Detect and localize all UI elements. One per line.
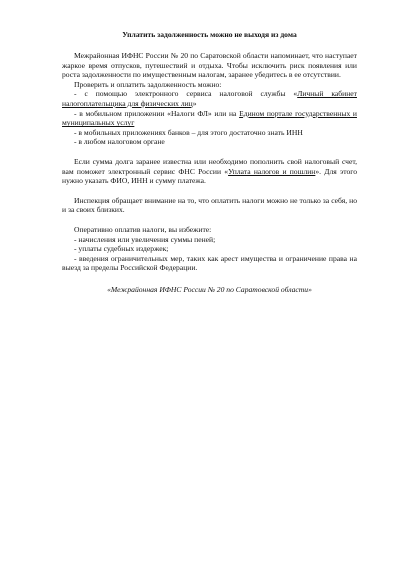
list-item-banks: - в мобильных приложениях банков – для этого достаточно знать ИНН (74, 127, 303, 137)
signature: «Межрайонная ИФНС России № 20 по Саратовской области» (107, 284, 312, 294)
avoid-item-court: - уплаты судебных издержек; (74, 244, 169, 254)
list-item-office: - в любом налоговом органе (74, 137, 165, 147)
link-personal-cabinet[interactable]: Личный кабинет налогоплательщика для физических лиц (62, 89, 357, 108)
avoid-item-restrictions: - введения ограничительных мер, таких как арест имущества и ограничение права на выезд за пределы Российской Федерации. (62, 253, 357, 273)
list-item-cabinet: - с помощью электронного сервиса налоговой службы «Личный кабинет налогоплательщика для физических лиц» (62, 89, 357, 108)
document-title: Уплатить задолженность можно не выходя из дома (122, 30, 297, 39)
relatives-paragraph: Инспекция обращает внимание на то, что оплатить налоги можно не только за себя, но и за своих близких. (62, 195, 357, 215)
list-item-mobile: - в мобильном приложении «Налоги ФЛ» или на Едином портале государственных и муниципальных услуг (62, 108, 357, 128)
intro-paragraph: Межрайонная ИФНС России № 20 по Саратовской области напоминает, что наступает жаркое время отпусков, путешествий и отдыха. Чтобы исключить риск появления или роста задолженности по имущественным налогам, заранее убедитесь в ее отсутствии. (62, 51, 357, 80)
avoid-item-penalties: - начисления или увеличения суммы пеней; (74, 234, 216, 244)
check-lead: Проверить и оплатить задолженность можно: (74, 79, 222, 89)
link-tax-payment[interactable]: Уплата налогов и пошлин (228, 166, 316, 176)
link-gosuslugi[interactable]: Едином портале государственных и муниципальных услуг (62, 108, 357, 128)
payment-paragraph: Если сумма долга заранее известна или необходимо пополнить свой налоговый счет, вам поможет электронный сервис ФНС России «Уплата налогов и пошлин». Для этого нужно указать ФИО, ИНН и сумму платежа. (62, 156, 357, 186)
avoid-lead: Оперативно оплатив налоги, вы избежите: (74, 224, 212, 234)
